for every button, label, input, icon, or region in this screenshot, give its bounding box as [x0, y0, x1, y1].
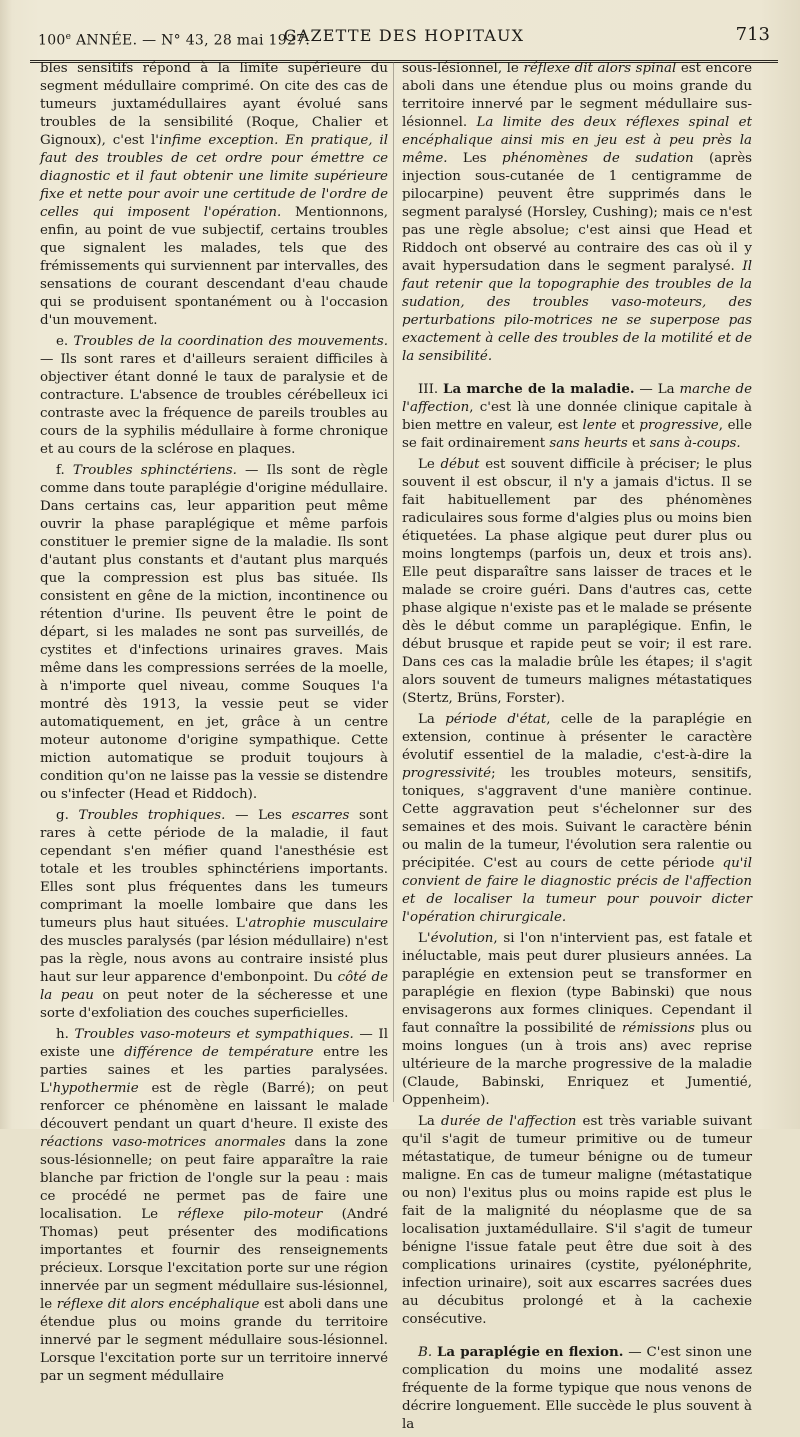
- italic-text: phénomènes de sudation: [502, 151, 694, 166]
- text: est de règle (Barré); on peut renforcer ce phénomène en laissant le malade découvert pendant un quart d'heure. Il existe des: [40, 1081, 388, 1132]
- year-number: 100: [38, 32, 66, 49]
- section-number: B.: [418, 1345, 437, 1360]
- italic-text: lente: [582, 418, 617, 433]
- page-header: [30, 20, 778, 63]
- italic-text: escarres: [291, 808, 350, 823]
- italic-text: atrophie musculaire: [248, 916, 388, 931]
- italic-text: réflexe pilo-moteur: [177, 1207, 323, 1222]
- section-number: III.: [418, 382, 444, 397]
- paragraph: [40, 60, 388, 330]
- item-title: Troubles sphinctériens.: [72, 463, 237, 478]
- text: dans la zone sous-lésionnelle; on peut faire apparaître la raie blanche par friction de l'ongle sur la peau : mais ce procédé ne permet pas de faire une localisation. Le: [40, 1135, 388, 1222]
- text: est très variable suivant qu'il s'agit de tumeur primitive ou de tumeur métastatique, de tumeur bénigne ou de tumeur maligne. En cas de tumeur maligne (métastatique ou non) l'exitus plus ou moins rapide est plus le fait de la malignité du néoplasme que de sa localisation juxtamédullaire. S'il s'agit de tumeur bénigne l'issue fatale peut être due soit à des complications urinaires (cystite, pyélonéphrite, infection urinaire), soit aux escarres sacrées dues au décubitus prolongé et à la cachexie consécutive.: [402, 1114, 753, 1327]
- text: plus ou moins longues (un à trois ans) avec reprise ultérieure de la marche progressive de la maladie (Claude, Babinski, Enriquez et Jumentié, Oppenheim).: [402, 1021, 752, 1108]
- italic-text: progressivité: [402, 766, 492, 781]
- text: , c'est là une donnée clinique capitale à bien mettre en valeur, est: [402, 400, 752, 433]
- item-label: f.: [56, 463, 73, 478]
- item-title: Troubles trophiques.: [78, 808, 226, 823]
- text: — La: [634, 382, 680, 397]
- text: , celle de la paraplégie en extension, continue à présenter le caractère évolutif essentiel de la maladie, c'est-à-dire la: [402, 712, 752, 763]
- text: est encore aboli dans une étendue plus ou moins grande du territoire innervé par le segment médullaire sus-lésionnel.: [402, 61, 752, 130]
- column-divider: [393, 62, 394, 1102]
- text: (André Thomas) peut présenter des modifications importantes et fournir des renseignements précieux. Lorsque l'excitation porte sur une région innervée par un segment médullaire sus-lésionnel, le: [40, 1207, 388, 1312]
- text: L': [418, 931, 431, 946]
- paragraph-h: [40, 1026, 388, 1386]
- italic-text: rémissions: [622, 1021, 695, 1036]
- item-title: Troubles de la coordination des mouvements.: [73, 334, 388, 349]
- item-label: h.: [56, 1027, 75, 1042]
- italic-text: différence de température: [124, 1045, 314, 1060]
- item-label: g.: [56, 808, 79, 823]
- italic-text: sans heurts: [549, 436, 628, 451]
- text: — Ils sont de règle comme dans toute paraplégie d'origine médullaire. Dans certains cas, leur apparition peut même ouvrir la phase paraplégique et même parfois constituer le premier signe de la maladie. Ils sont d'autant plus constants et d'autant plus marqués que la compression est plus bas située. Ils consistent en gêne de la miction, incontinence ou rétention d'urine. Ils peuvent être le point de départ, si les malades ne sont pas surveillés, de cystites et d'infections urinaires graves. Mais même dans les compressions serrées de la moelle, à n'importe quel niveau, comme Souques l'a montré dès 1913, la vessie peut se vider automatiquement, en jet, grâce à un centre moteur autonome d'origine sympathique. Cette miction automatique se produit toujours à condition qu'on ne laisse pas la vessie se distendre ou s'infecter (Head et Riddoch).: [40, 463, 388, 802]
- italic-text: Il faut retenir que la topographie des troubles de la sudation, des troubles vaso-moteurs, des perturbations pilo-motrices ne se superpose pas exactement à celle des troubles de la motilité et de la sensibilité.: [402, 259, 752, 364]
- paragraph-f: [40, 462, 388, 804]
- italic-text: début: [440, 457, 480, 472]
- paragraph-g: [40, 807, 388, 1023]
- paragraph-duree: [402, 1113, 752, 1329]
- italic-text: durée de l'affection: [441, 1114, 577, 1129]
- text: est aboli dans une étendue plus ou moins grande du territoire innervé par le segment médullaire sous-lésionnel. Lorsque l'excitation porte sur un territoire innervé par un segment médullaire: [40, 1297, 388, 1384]
- text: on peut noter de la sécheresse et une sorte d'exfoliation des couches superficielles.: [40, 988, 388, 1021]
- text: bles sensitifs répond à la limite supérieure du segment médullaire comprimé. On cite des cas de tumeurs juxtamédullaires ayant évolué sans troubles de la sensibilité (Roque, Chalier et Gignoux), c'est l': [40, 61, 388, 148]
- text: — Ils sont rares et d'ailleurs seraient difficiles à objectiver étant donné le taux de paralysie et de contracture. L'absence de troubles cérébelleux ici contraste avec la fréquence de pareils troubles au cours de la syphilis médullaire à forme chronique et au cours de la sclérose en plaques.: [40, 352, 388, 457]
- paragraph-periode: [402, 711, 752, 927]
- italic-text: évolution: [430, 931, 494, 946]
- italic-text: qu'il convient de faire le diagnostic précis de l'affection et de localiser la tumeur pour pouvoir dicter l'opération chirurgicale.: [402, 856, 752, 925]
- text: Les: [447, 151, 503, 166]
- item-label: e.: [56, 334, 74, 349]
- text: entre les parties saines et les parties paralysées. L': [40, 1045, 388, 1096]
- italic-text: marche de l'affection: [402, 382, 752, 415]
- paragraph-e: [40, 333, 388, 459]
- text: — Il existe une: [40, 1027, 388, 1060]
- item-title: Troubles vaso-moteurs et sympathiques.: [74, 1027, 354, 1042]
- year-superscript: e: [65, 32, 72, 42]
- right-column: [402, 60, 752, 1437]
- text: des muscles paralysés (par lésion médullaire) n'est pas la règle, nous avons au contraire insisté plus haut sur leur apparence d'embonpoint. Du: [40, 934, 388, 985]
- italic-text: infime exception. En pratique, il faut des troubles de cet ordre pour émettre ce diagnostic et il faut obtenir une limite supérieure fixe et nette pour avoir une certitude de l'ordre de celles qui imposent l'opération.: [40, 133, 389, 220]
- section-title: La marche de la maladie.: [443, 381, 635, 397]
- journal-title: GAZETTE DES HOPITAUX: [283, 26, 525, 45]
- text: sont rares à cette période de la maladie, il faut cependant s'en méfier quand l'anesthésie est totale et les troubles sphinctériens importants. Elles sont plus fréquentes dans les tumeurs comprimant la moelle lombaire que dans les tumeurs plus haut situées. L': [40, 808, 388, 931]
- italic-text: La limite des deux réflexes spinal et encéphalique ainsi mis en jeu est à peu près la même.: [402, 115, 752, 166]
- italic-text: progressive: [639, 418, 719, 433]
- italic-text: côté de la peau: [40, 970, 388, 1003]
- text: , elle se fait ordinairement: [402, 418, 752, 451]
- text: — C'est sinon une complication du moins une modalité assez fréquente de la forme typique que nous venons de décrire longuement. Elle succède le plus souvent à la: [402, 1345, 752, 1432]
- section-b: [402, 1343, 752, 1434]
- text: Mentionnons, enfin, au point de vue subjectif, certains troubles que signalent les malades, tels que des frémissements qui surviennent par intervalles, des sensations de courant descendant d'eau chaude qui se produisent spontanément ou à l'occasion d'un mouvement.: [40, 205, 388, 328]
- text: (après injection sous-cutanée de 1 centigramme de pilocarpine) peuvent être supprimés dans le segment paralysé (Horsley, Cushing); mais ce n'est pas une règle absolue; c'est ainsi que Head et Riddoch ont observé au contraire des cas où il y avait hypersudation dans le segment paralysé.: [402, 151, 752, 274]
- text: — Les: [225, 808, 292, 823]
- text: et: [627, 436, 650, 451]
- italic-text: réflexe dit alors spinal: [523, 61, 677, 76]
- text: ; les troubles moteurs, sensitifs, toniques, s'aggravent d'une manière continue. Cette aggravation peut s'échelonner sur des semaines et des mois. Suivant le caractère bénin ou malin de la tumeur, l'évolution sera ralentie ou précipitée. C'est au cours de cette période: [402, 766, 752, 871]
- text: Le: [418, 457, 441, 472]
- text: La: [418, 712, 446, 727]
- issue-info: ANNÉE. — N° 43, 28 mai 1927.: [71, 32, 311, 49]
- text: est souvent difficile à préciser; le plus souvent il est obscur, il n'y a jamais d'ictus. Il se fait habituellement par des phénomènes radiculaires sous forme d'algies plus ou moins bien étiquetées. La phase algique peut durer plus ou moins longtemps (parfois un, deux et trois ans). Elle peut disparaître sans laisser de traces et le malade se croire guéri. Dans d'autres cas, cette phase algique n'existe pas et le malade se présente dès le début comme un paraplégique. Enfin, le début brusque et rapide peut se voir; il est rare. Dans ces cas la maladie brûle les étapes; il s'agit alors souvent de tumeurs malignes métastatiques (Stertz, Brüns, Forster).: [402, 457, 752, 706]
- text: La: [418, 1114, 442, 1129]
- page-number: 713: [735, 24, 770, 45]
- italic-text: réactions vaso-motrices anormales: [40, 1135, 286, 1150]
- italic-text: réflexe dit alors encéphalique: [56, 1297, 260, 1312]
- paragraph-evolution: [402, 930, 752, 1110]
- paragraph: [402, 60, 752, 366]
- italic-text: hypothermie: [52, 1081, 139, 1096]
- left-column: [40, 60, 388, 1389]
- section-title: La paraplégie en flexion.: [436, 1344, 624, 1360]
- text: et: [616, 418, 640, 433]
- italic-text: sans à-coups.: [649, 436, 741, 451]
- italic-text: période d'état: [445, 712, 547, 727]
- paragraph-debut: [402, 456, 752, 708]
- section-iii: [402, 380, 752, 453]
- text: sous-lésionnel, le: [402, 61, 524, 76]
- text: , si l'on n'intervient pas, est fatale et inéluctable, mais peut durer plusieurs années. La paraplégie en extension peut se transformer en paraplégie en flexion (type Babinski) que nous envisagerons aux formes cliniques. Cependant il faut connaître la possibilité de: [402, 931, 752, 1036]
